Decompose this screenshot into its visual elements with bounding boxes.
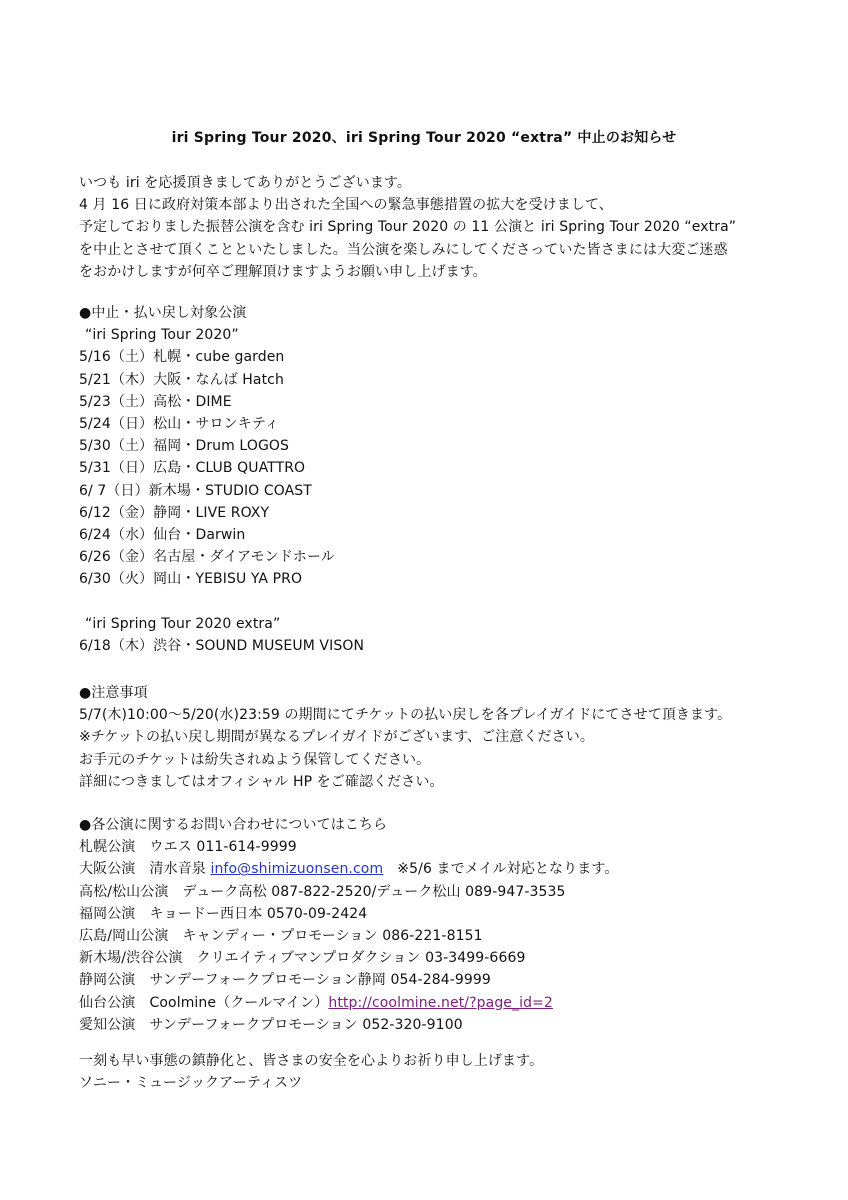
notice-line: 5/7(木)10:00～5/20(水)23:59 の期間にてチケットの払い戻しを各プレイガイドにてさせて頂きます。 — [79, 707, 732, 724]
show-item: 6/12（金）静岡・LIVE ROXY — [79, 504, 270, 521]
contact-takamatsu: 高松/松山公演 デューク高松 087-822-2520/デューク松山 089-947-3535 — [79, 883, 566, 900]
tour-name: “iri Spring Tour 2020” — [85, 327, 239, 344]
closing-message: 一刻も早い事態の鎮静化と、皆さまの安全を心よりお祈り申し上げます。 — [79, 1053, 544, 1069]
contact-osaka-label: 大阪公演 清水音泉 — [79, 861, 211, 878]
show-item: 5/21（木）大阪・なんば Hatch — [79, 371, 284, 388]
intro-line: 4 月 16 日に政府対策本部より出された全国への緊急事態措置の拡大を受けまして、 — [79, 197, 613, 214]
sendai-url-link[interactable]: http://coolmine.net/?page_id=2 — [328, 994, 553, 1011]
intro-line: 予定しておりました振替公演を含む iri Spring Tour 2020 の 11 公演と iri Spring Tour 2020 “extra” — [79, 219, 737, 236]
contact-sendai-label: 仙台公演 Coolmine（クールマイン） — [79, 994, 329, 1011]
show-item: 5/23（土）高松・DIME — [79, 393, 232, 410]
cancelled-shows-heading: ●中止・払い戻し対象公演 — [79, 305, 247, 321]
contact-fukuoka: 福岡公演 キョードー西日本 0570-09-2424 — [79, 905, 368, 922]
intro-line: いつも iri を応援頂きましてありがとうございます。 — [79, 175, 412, 191]
page-title: iri Spring Tour 2020、iri Spring Tour 2020 “extra” 中止のお知らせ — [171, 130, 677, 146]
intro-line: を中止とさせて頂くことといたしました。当公演を楽しみにしてくださっていた皆さまには大変ご迷惑 — [79, 241, 728, 258]
contact-osaka-note: ※5/6 までメイル対応となります。 — [383, 861, 619, 878]
contact-shinkiba: 新木場/渋谷公演 クリエイティブマンプロダクション 03-3499-6669 — [79, 950, 526, 967]
show-item: 5/16（土）札幌・cube garden — [79, 349, 285, 366]
show-item: 6/ 7（日）新木場・STUDIO COAST — [79, 482, 312, 499]
notice-line: 詳細につきましてはオフィシャル HP をご確認ください。 — [79, 773, 444, 790]
notice-section — [79, 682, 779, 793]
intro-line: をおかけしますが何卒ご理解頂けますようお願い申し上げます。 — [79, 263, 487, 280]
contact-aichi: 愛知公演 サンデーフォークプロモーション 052-320-9100 — [79, 1016, 463, 1033]
contact-sapporo: 札幌公演 ウエス 011-614-9999 — [79, 839, 297, 856]
show-item: 6/24（水）仙台・Darwin — [79, 526, 246, 543]
contact-hiroshima: 広島/岡山公演 キャンディー・プロモーション 086-221-8151 — [79, 927, 483, 944]
contacts-section — [79, 814, 779, 1036]
spacer — [79, 590, 779, 612]
contacts-heading: ●各公演に関するお問い合わせについてはこちら — [79, 817, 388, 833]
cancelled-shows-section — [79, 302, 779, 657]
contact-sendai — [79, 992, 779, 1014]
show-item: 5/24（日）松山・サロンキティ — [79, 415, 279, 432]
intro-paragraph — [79, 172, 779, 283]
show-item: 6/18（木）渋谷・SOUND MUSEUM VISON — [79, 637, 365, 654]
extra-tour-name: “iri Spring Tour 2020 extra” — [85, 615, 281, 632]
closing-section — [79, 1050, 779, 1094]
notice-heading: ●注意事項 — [79, 685, 148, 701]
show-item: 6/30（火）岡山・YEBISU YA PRO — [79, 571, 303, 588]
show-item: 5/31（日）広島・CLUB QUATTRO — [79, 460, 306, 477]
contact-shizuoka: 静岡公演 サンデーフォークプロモーション静岡 054-284-9999 — [79, 972, 491, 989]
signature: ソニー・ミュージックアーティスツ — [79, 1075, 303, 1092]
contact-osaka — [79, 858, 779, 880]
notice-line: ※チケットの払い戻し期間が異なるプレイガイドがございます、ご注意ください。 — [79, 729, 594, 746]
notice-line: お手元のチケットは紛失されぬよう保管してください。 — [79, 751, 431, 768]
osaka-email-link[interactable]: info@shimizuonsen.com — [210, 861, 384, 878]
show-item: 6/26（金）名古屋・ダイアモンドホール — [79, 549, 335, 566]
show-item: 5/30（土）福岡・Drum LOGOS — [79, 438, 290, 455]
